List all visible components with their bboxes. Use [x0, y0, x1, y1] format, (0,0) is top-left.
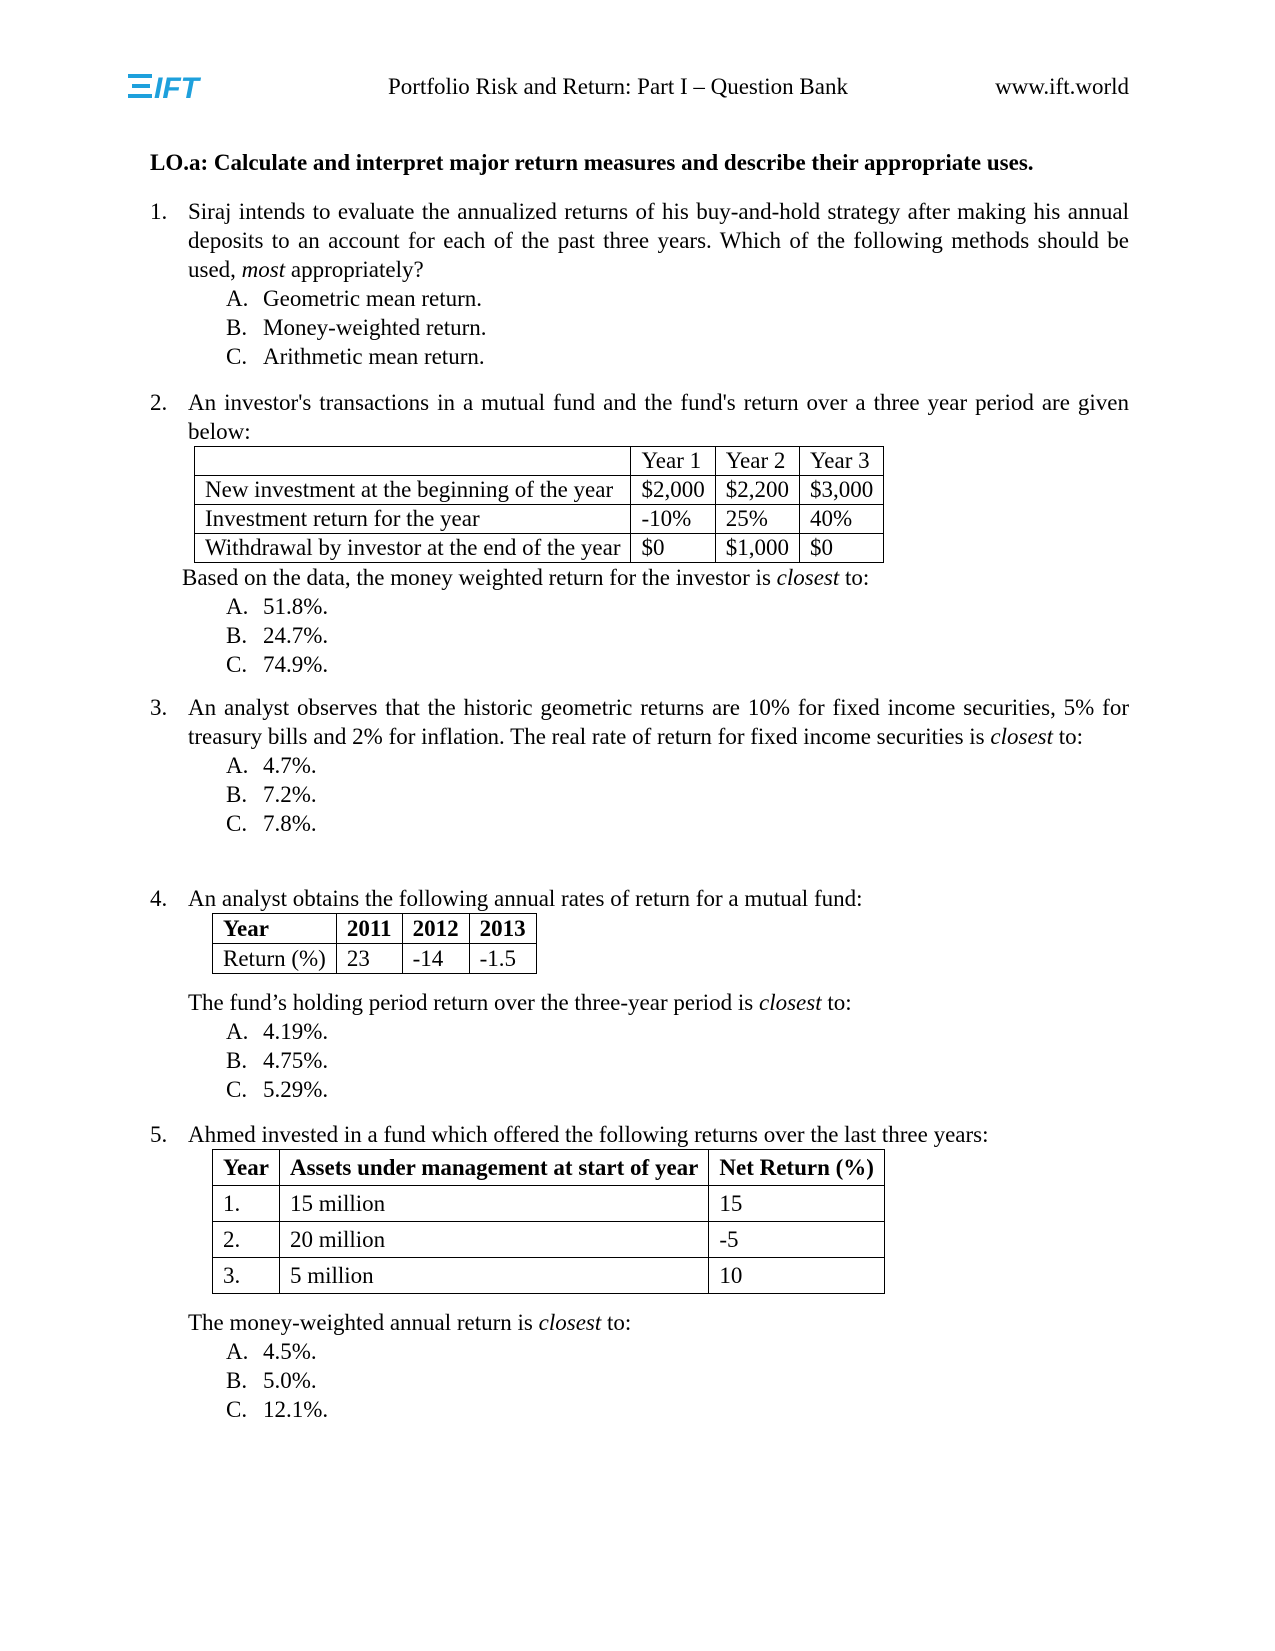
options [226, 284, 1129, 371]
table-cell: 20 million [279, 1222, 708, 1258]
lo-heading: LO.a: Calculate and interpret major return measures and describe their appropriate uses. [150, 150, 1034, 175]
table-cell: 10 [709, 1258, 885, 1294]
question-number: 2. [150, 390, 168, 415]
table-cell: Year 3 [799, 447, 883, 476]
emphasis: closest [776, 565, 840, 590]
table-cell: 2. [213, 1222, 280, 1258]
table-header-cell: 2012 [402, 914, 469, 944]
option-a[interactable]: A. Geometric mean return. [226, 286, 483, 311]
option-c[interactable]: C. 7.8%. [226, 811, 317, 836]
option-b[interactable]: B. 4.75%. [226, 1048, 329, 1073]
table-cell: 40% [799, 505, 883, 534]
table-header-cell: Assets under management at start of year [279, 1150, 708, 1186]
table-row [213, 1222, 885, 1258]
table-cell: $1,000 [715, 534, 799, 563]
table-cell: Investment return for the year [195, 505, 631, 534]
table-cell: 23 [336, 944, 402, 974]
question-number: 4. [150, 886, 168, 911]
table-cell: 3. [213, 1258, 280, 1294]
table-cell: $3,000 [799, 476, 883, 505]
returns-table [212, 913, 537, 974]
question-1 [150, 197, 1129, 371]
question-text: Siraj intends to evaluate the annualized returns of his buy-and-hold strategy after making his annual deposits to an account for each of the past three years. Which of the following methods should be used, most appropriately? [188, 199, 1129, 282]
table-cell: $2,200 [715, 476, 799, 505]
question-number: 3. [150, 695, 168, 720]
question-prompt: Based on the data, the money weighted return for the investor is closest to: [182, 565, 870, 590]
question-prompt: The fund’s holding period return over the three-year period is closest to: [188, 990, 852, 1015]
table-cell: $0 [799, 534, 883, 563]
table-cell: Withdrawal by investor at the end of the year [195, 534, 631, 563]
option-a[interactable]: A. 51.8%. [226, 594, 329, 619]
table-row [195, 505, 884, 534]
emphasis: closest [758, 990, 822, 1015]
table-header-cell: Year [213, 1150, 280, 1186]
table-header-cell: Year [213, 914, 337, 944]
question-text: An analyst obtains the following annual rates of return for a mutual fund: [188, 886, 863, 911]
table-header-cell: 2011 [336, 914, 402, 944]
table-header-row [213, 1150, 885, 1186]
table-cell: $0 [631, 534, 715, 563]
table-cell: $2,000 [631, 476, 715, 505]
option-b[interactable]: B. 24.7%. [226, 623, 329, 648]
table-cell: New investment at the beginning of the year [195, 476, 631, 505]
table-cell: 1. [213, 1186, 280, 1222]
table-cell: Year 2 [715, 447, 799, 476]
emphasis: closest [538, 1310, 602, 1335]
header-url[interactable]: www.ift.world [995, 74, 1129, 99]
question-4 [150, 884, 1129, 1104]
table-cell [195, 447, 631, 476]
table-cell: -10% [631, 505, 715, 534]
question-3 [150, 693, 1129, 838]
table-row [213, 1258, 885, 1294]
options [226, 1337, 1129, 1424]
logo-text: IFT [154, 72, 199, 102]
option-b[interactable]: B. 7.2%. [226, 782, 317, 807]
question-text: An analyst observes that the historic geometric returns are 10% for fixed income securities, 5% for treasury bills and 2% for inflation. The real rate of return for fixed income securities is closest to: [188, 695, 1129, 749]
table-header-cell: 2013 [469, 914, 536, 944]
transactions-table [194, 446, 884, 563]
table-cell: Year 1 [631, 447, 715, 476]
ift-logo [128, 70, 214, 102]
question-prompt: The money-weighted annual return is closest to: [188, 1310, 632, 1335]
option-b[interactable]: B. 5.0%. [226, 1368, 317, 1393]
option-a[interactable]: A. 4.5%. [226, 1339, 317, 1364]
table-cell: -1.5 [469, 944, 536, 974]
emphasis: most [241, 257, 286, 282]
question-text: Ahmed invested in a fund which offered the following returns over the last three years: [188, 1122, 989, 1147]
question-number: 5. [150, 1122, 168, 1147]
question-2 [150, 388, 1129, 679]
emphasis: closest [990, 724, 1053, 749]
option-c[interactable]: C. 74.9%. [226, 652, 329, 677]
option-c[interactable]: C. 5.29%. [226, 1077, 329, 1102]
options [226, 1017, 1129, 1104]
table-row [213, 1186, 885, 1222]
question-text: An investor's transactions in a mutual fund and the fund's return over a three year period are given below: [188, 390, 1129, 444]
options [226, 751, 1129, 838]
header-title: Portfolio Risk and Return: Part I – Question Bank [388, 74, 848, 99]
question-5 [150, 1120, 1129, 1424]
table-cell: Return (%) [213, 944, 337, 974]
table-header-cell: Net Return (%) [709, 1150, 885, 1186]
table-cell: 15 million [279, 1186, 708, 1222]
options [226, 592, 1129, 679]
table-row [195, 476, 884, 505]
table-cell: -5 [709, 1222, 885, 1258]
option-a[interactable]: A. 4.19%. [226, 1019, 329, 1044]
question-number: 1. [150, 199, 168, 224]
option-c[interactable]: C. 12.1%. [226, 1397, 329, 1422]
option-c[interactable]: C. Arithmetic mean return. [226, 344, 485, 369]
table-row [195, 534, 884, 563]
fund-returns-table [212, 1149, 885, 1294]
option-b[interactable]: B. Money-weighted return. [226, 315, 487, 340]
table-cell: 25% [715, 505, 799, 534]
table-header-row [195, 447, 884, 476]
table-row [213, 944, 537, 974]
option-a[interactable]: A. 4.7%. [226, 753, 317, 778]
table-cell: 5 million [279, 1258, 708, 1294]
table-cell: 15 [709, 1186, 885, 1222]
table-header-row [213, 914, 537, 944]
table-cell: -14 [402, 944, 469, 974]
